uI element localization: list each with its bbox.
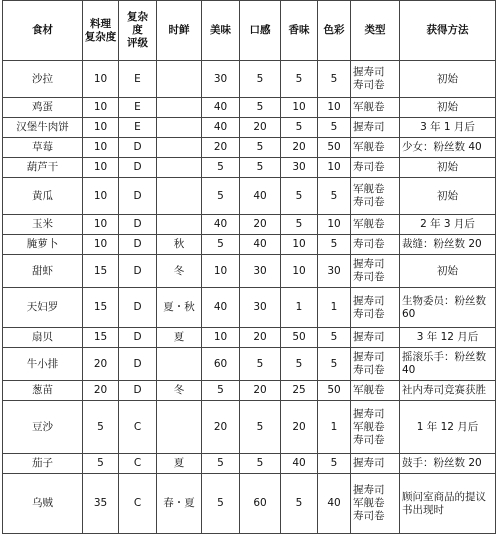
table-row: [3, 474, 496, 534]
cell-aroma: 5: [281, 178, 318, 215]
cell-aroma: 20: [281, 401, 318, 454]
cell-color: 30: [318, 255, 351, 288]
cell-season: [157, 61, 202, 98]
cell-method: 2 年 3 月后: [400, 215, 496, 235]
cell-type: 握寿司 寿司卷: [351, 288, 400, 328]
table-row: [3, 158, 496, 178]
header-grade: 复杂 度 评级: [119, 1, 157, 61]
cell-method: 初始: [400, 178, 496, 215]
cell-type: 握寿司 寿司卷: [351, 348, 400, 381]
table-row: [3, 348, 496, 381]
cell-season: [157, 98, 202, 118]
cell-taste: 10: [202, 255, 240, 288]
cell-ingredient: 鸡蛋: [3, 98, 83, 118]
table-row: [3, 118, 496, 138]
cell-method: 鼓手：粉丝数 20: [400, 454, 496, 474]
header-row: [3, 1, 496, 61]
cell-method: 3 年 1 月后: [400, 118, 496, 138]
cell-grade: D: [119, 348, 157, 381]
cell-taste: 60: [202, 348, 240, 381]
cell-grade: E: [119, 61, 157, 98]
cell-season: [157, 138, 202, 158]
cell-color: 5: [318, 235, 351, 255]
table-row: [3, 288, 496, 328]
cell-texture: 30: [240, 288, 281, 328]
cell-season: [157, 158, 202, 178]
cell-type: 握寿司: [351, 328, 400, 348]
cell-aroma: 30: [281, 158, 318, 178]
table-row: [3, 235, 496, 255]
cell-color: 5: [318, 454, 351, 474]
cell-taste: 40: [202, 288, 240, 328]
cell-method: 3 年 12 月后: [400, 328, 496, 348]
cell-ingredient: 茄子: [3, 454, 83, 474]
cell-complexity: 10: [83, 118, 119, 138]
cell-complexity: 10: [83, 98, 119, 118]
cell-method: 生物委员：粉丝数 60: [400, 288, 496, 328]
cell-season: [157, 118, 202, 138]
header-season: 时鲜: [157, 1, 202, 61]
cell-complexity: 10: [83, 178, 119, 215]
cell-season: [157, 348, 202, 381]
cell-aroma: 5: [281, 215, 318, 235]
cell-complexity: 15: [83, 255, 119, 288]
cell-complexity: 5: [83, 454, 119, 474]
cell-grade: D: [119, 288, 157, 328]
cell-complexity: 35: [83, 474, 119, 534]
cell-complexity: 5: [83, 401, 119, 454]
cell-aroma: 5: [281, 118, 318, 138]
cell-season: [157, 215, 202, 235]
cell-grade: D: [119, 215, 157, 235]
cell-type: 军舰卷: [351, 381, 400, 401]
cell-taste: 5: [202, 235, 240, 255]
cell-complexity: 10: [83, 138, 119, 158]
cell-texture: 20: [240, 381, 281, 401]
cell-season: 夏・秋: [157, 288, 202, 328]
cell-taste: 5: [202, 454, 240, 474]
cell-taste: 30: [202, 61, 240, 98]
cell-ingredient: 扇贝: [3, 328, 83, 348]
cell-taste: 5: [202, 178, 240, 215]
cell-type: 握寿司 军舰卷 寿司卷: [351, 401, 400, 454]
cell-taste: 5: [202, 381, 240, 401]
table-row: [3, 61, 496, 98]
cell-texture: 5: [240, 138, 281, 158]
cell-texture: 5: [240, 401, 281, 454]
sushi-ingredient-table: [2, 0, 496, 534]
cell-grade: D: [119, 158, 157, 178]
cell-aroma: 40: [281, 454, 318, 474]
cell-color: 1: [318, 401, 351, 454]
cell-grade: D: [119, 255, 157, 288]
cell-method: 初始: [400, 61, 496, 98]
cell-type: 军舰卷: [351, 215, 400, 235]
cell-texture: 60: [240, 474, 281, 534]
cell-color: 5: [318, 61, 351, 98]
header-complexity: 料理 复杂度: [83, 1, 119, 61]
cell-grade: D: [119, 381, 157, 401]
table-row: [3, 178, 496, 215]
cell-texture: 20: [240, 215, 281, 235]
cell-ingredient: 草莓: [3, 138, 83, 158]
header-ingredient: 食材: [3, 1, 83, 61]
cell-color: 5: [318, 328, 351, 348]
cell-ingredient: 玉米: [3, 215, 83, 235]
cell-method: 少女：粉丝数 40: [400, 138, 496, 158]
cell-ingredient: 葫芦干: [3, 158, 83, 178]
cell-texture: 5: [240, 61, 281, 98]
cell-color: 1: [318, 288, 351, 328]
cell-taste: 10: [202, 328, 240, 348]
cell-color: 40: [318, 474, 351, 534]
cell-taste: 5: [202, 474, 240, 534]
cell-method: 初始: [400, 158, 496, 178]
cell-method: 摇滚乐手：粉丝数 40: [400, 348, 496, 381]
cell-complexity: 20: [83, 381, 119, 401]
header-type: 类型: [351, 1, 400, 61]
cell-grade: E: [119, 118, 157, 138]
cell-aroma: 1: [281, 288, 318, 328]
cell-season: 秋: [157, 235, 202, 255]
cell-aroma: 20: [281, 138, 318, 158]
cell-aroma: 5: [281, 348, 318, 381]
table-row: [3, 454, 496, 474]
cell-aroma: 10: [281, 255, 318, 288]
cell-season: 夏: [157, 454, 202, 474]
cell-method: 顾问室商品的提议 书出现时: [400, 474, 496, 534]
cell-aroma: 5: [281, 474, 318, 534]
cell-taste: 5: [202, 158, 240, 178]
table-row: [3, 215, 496, 235]
cell-type: 军舰卷: [351, 138, 400, 158]
cell-aroma: 10: [281, 235, 318, 255]
cell-taste: 40: [202, 98, 240, 118]
table-row: [3, 381, 496, 401]
cell-season: 夏: [157, 328, 202, 348]
cell-texture: 40: [240, 178, 281, 215]
table-row: [3, 98, 496, 118]
cell-complexity: 15: [83, 288, 119, 328]
cell-ingredient: 黄瓜: [3, 178, 83, 215]
cell-type: 寿司卷: [351, 158, 400, 178]
cell-type: 握寿司: [351, 454, 400, 474]
cell-texture: 5: [240, 454, 281, 474]
table-row: [3, 328, 496, 348]
table-row: [3, 138, 496, 158]
header-color: 色彩: [318, 1, 351, 61]
cell-complexity: 10: [83, 158, 119, 178]
cell-type: 握寿司 寿司卷: [351, 61, 400, 98]
cell-complexity: 10: [83, 235, 119, 255]
cell-ingredient: 天妇罗: [3, 288, 83, 328]
cell-grade: C: [119, 401, 157, 454]
table-row: [3, 401, 496, 454]
cell-aroma: 25: [281, 381, 318, 401]
cell-ingredient: 汉堡牛肉饼: [3, 118, 83, 138]
cell-type: 握寿司 军舰卷 寿司卷: [351, 474, 400, 534]
header-method: 获得方法: [400, 1, 496, 61]
cell-ingredient: 甜虾: [3, 255, 83, 288]
cell-method: 裁缝：粉丝数 20: [400, 235, 496, 255]
cell-grade: D: [119, 235, 157, 255]
cell-grade: C: [119, 454, 157, 474]
cell-type: 军舰卷 寿司卷: [351, 178, 400, 215]
cell-season: [157, 178, 202, 215]
header-texture: 口感: [240, 1, 281, 61]
cell-texture: 20: [240, 328, 281, 348]
cell-ingredient: 牛小排: [3, 348, 83, 381]
cell-grade: D: [119, 328, 157, 348]
cell-type: 握寿司: [351, 118, 400, 138]
cell-season: 冬: [157, 255, 202, 288]
cell-texture: 5: [240, 158, 281, 178]
cell-taste: 20: [202, 401, 240, 454]
cell-grade: E: [119, 98, 157, 118]
cell-texture: 5: [240, 348, 281, 381]
cell-type: 握寿司 寿司卷: [351, 255, 400, 288]
cell-ingredient: 葱苗: [3, 381, 83, 401]
cell-complexity: 15: [83, 328, 119, 348]
cell-texture: 40: [240, 235, 281, 255]
cell-color: 5: [318, 178, 351, 215]
cell-complexity: 10: [83, 61, 119, 98]
cell-color: 5: [318, 348, 351, 381]
cell-color: 5: [318, 118, 351, 138]
cell-ingredient: 乌贼: [3, 474, 83, 534]
cell-texture: 5: [240, 98, 281, 118]
cell-taste: 40: [202, 118, 240, 138]
cell-aroma: 5: [281, 61, 318, 98]
table-row: [3, 255, 496, 288]
cell-ingredient: 腌萝卜: [3, 235, 83, 255]
cell-complexity: 10: [83, 215, 119, 235]
cell-ingredient: 豆沙: [3, 401, 83, 454]
header-aroma: 香味: [281, 1, 318, 61]
header-taste: 美味: [202, 1, 240, 61]
cell-color: 10: [318, 215, 351, 235]
cell-grade: C: [119, 474, 157, 534]
cell-texture: 30: [240, 255, 281, 288]
cell-aroma: 50: [281, 328, 318, 348]
cell-color: 10: [318, 158, 351, 178]
cell-method: 初始: [400, 98, 496, 118]
cell-type: 军舰卷: [351, 98, 400, 118]
cell-color: 10: [318, 98, 351, 118]
cell-method: 社内寿司竞赛获胜: [400, 381, 496, 401]
cell-complexity: 20: [83, 348, 119, 381]
cell-ingredient: 沙拉: [3, 61, 83, 98]
cell-taste: 20: [202, 138, 240, 158]
cell-type: 寿司卷: [351, 235, 400, 255]
cell-season: 冬: [157, 381, 202, 401]
cell-season: 春・夏: [157, 474, 202, 534]
cell-color: 50: [318, 138, 351, 158]
cell-grade: D: [119, 138, 157, 158]
cell-method: 1 年 12 月后: [400, 401, 496, 454]
cell-grade: D: [119, 178, 157, 215]
cell-season: [157, 401, 202, 454]
table-body: [3, 61, 496, 534]
cell-method: 初始: [400, 255, 496, 288]
cell-taste: 40: [202, 215, 240, 235]
cell-texture: 20: [240, 118, 281, 138]
cell-color: 50: [318, 381, 351, 401]
cell-aroma: 10: [281, 98, 318, 118]
